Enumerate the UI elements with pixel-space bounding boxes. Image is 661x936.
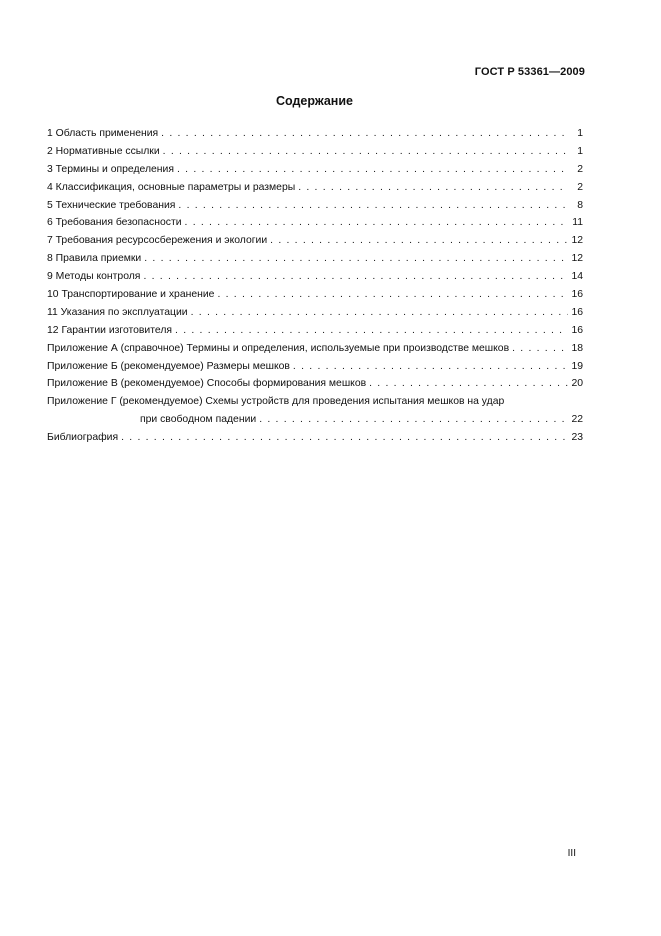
toc-entry-label: Приложение В (рекомендуемое) Способы формирования мешков [47,378,367,390]
toc-entry[interactable] [47,429,583,447]
dot-leader [177,161,568,179]
toc-entry-label: 4 Классификация, основные параметры и размеры [47,181,296,193]
dot-leader [512,340,568,358]
toc-entry-label: 7 Требования ресурсосбережения и экологии [47,235,268,247]
toc-entry[interactable] [47,250,583,268]
toc-entry-page: 11 [572,217,583,229]
toc-entry[interactable] [47,197,583,215]
toc-entry-label: 6 Требования безопасности [47,217,182,229]
toc-entry-label: 9 Методы контроля [47,271,141,283]
toc-entry-label: Приложение А (справочное) Термины и определения, используемые при производстве мешков [47,342,510,354]
toc-entry-page: 18 [571,342,583,354]
toc-entry[interactable] [47,232,583,250]
toc-entry-page: 12 [571,253,583,265]
dot-leader [143,268,568,286]
toc-entry[interactable] [47,268,583,286]
dot-leader [175,322,568,340]
dot-leader [161,125,568,143]
dot-leader [163,143,568,161]
toc-entry[interactable] [47,214,583,232]
toc-entry[interactable] [47,161,583,179]
toc-entry-label: Библиография [47,432,119,444]
toc-entry[interactable] [47,304,583,322]
dot-leader [298,179,568,197]
toc-entry[interactable] [47,375,583,393]
toc-entry-page: 16 [571,306,583,318]
toc-entry-label: Приложение Б (рекомендуемое) Размеры мешков [47,360,290,372]
toc-entry-label: Приложение Г (рекомендуемое) Схемы устройств для проведения испытания мешков на удар [47,396,505,408]
dot-leader [191,304,568,322]
toc-entry-page: 2 [577,163,583,175]
toc-entry-label: 5 Технические требования [47,199,176,211]
toc-entry-label: 12 Гарантии изготовителя [47,324,173,336]
toc-entry[interactable] [47,322,583,340]
toc-entry[interactable] [47,393,583,411]
page-number: III [567,848,576,859]
toc-entry[interactable] [47,286,583,304]
standard-code: ГОСТ Р 53361—2009 [474,66,585,78]
table-of-contents [47,125,583,447]
toc-entry-continuation[interactable] [47,411,583,429]
toc-entry-label: 8 Правила приемки [47,253,142,265]
toc-entry-page: 20 [571,378,583,390]
toc-entry-page: 8 [577,199,583,211]
toc-entry-page: 16 [571,289,583,301]
toc-entry-label: 2 Нормативные ссылки [47,145,160,157]
toc-entry-page: 1 [577,145,583,157]
toc-entry[interactable] [47,179,583,197]
toc-entry-page: 14 [571,271,583,283]
toc-entry[interactable] [47,143,583,161]
toc-entry-page: 2 [577,181,583,193]
dot-leader [121,429,568,447]
toc-entry-page: 16 [571,324,583,336]
dot-leader [259,411,568,429]
toc-entry-label: при свободном падении [140,414,257,426]
toc-entry[interactable] [47,358,583,376]
dot-leader [293,358,568,376]
toc-entry-label: 11 Указания по эксплуатации [47,306,188,318]
toc-entry-page: 19 [571,360,583,372]
toc-entry-page: 22 [571,414,583,426]
toc-entry-label: 10 Транспортирование и хранение [47,289,215,301]
toc-entry-page: 1 [577,128,583,139]
toc-entry-page: 12 [571,235,583,247]
toc-entry[interactable] [47,125,583,143]
dot-leader [185,214,568,232]
toc-entry-label: 3 Термины и определения [47,163,174,175]
dot-leader [144,250,568,268]
toc-entry-label: 1 Область применения [47,128,159,139]
toc-entry[interactable] [47,340,583,358]
toc-title: Содержание [275,94,353,108]
dot-leader [270,232,568,250]
dot-leader [178,197,568,215]
toc-entry-page: 23 [571,432,583,444]
dot-leader [217,286,568,304]
dot-leader [369,375,568,393]
